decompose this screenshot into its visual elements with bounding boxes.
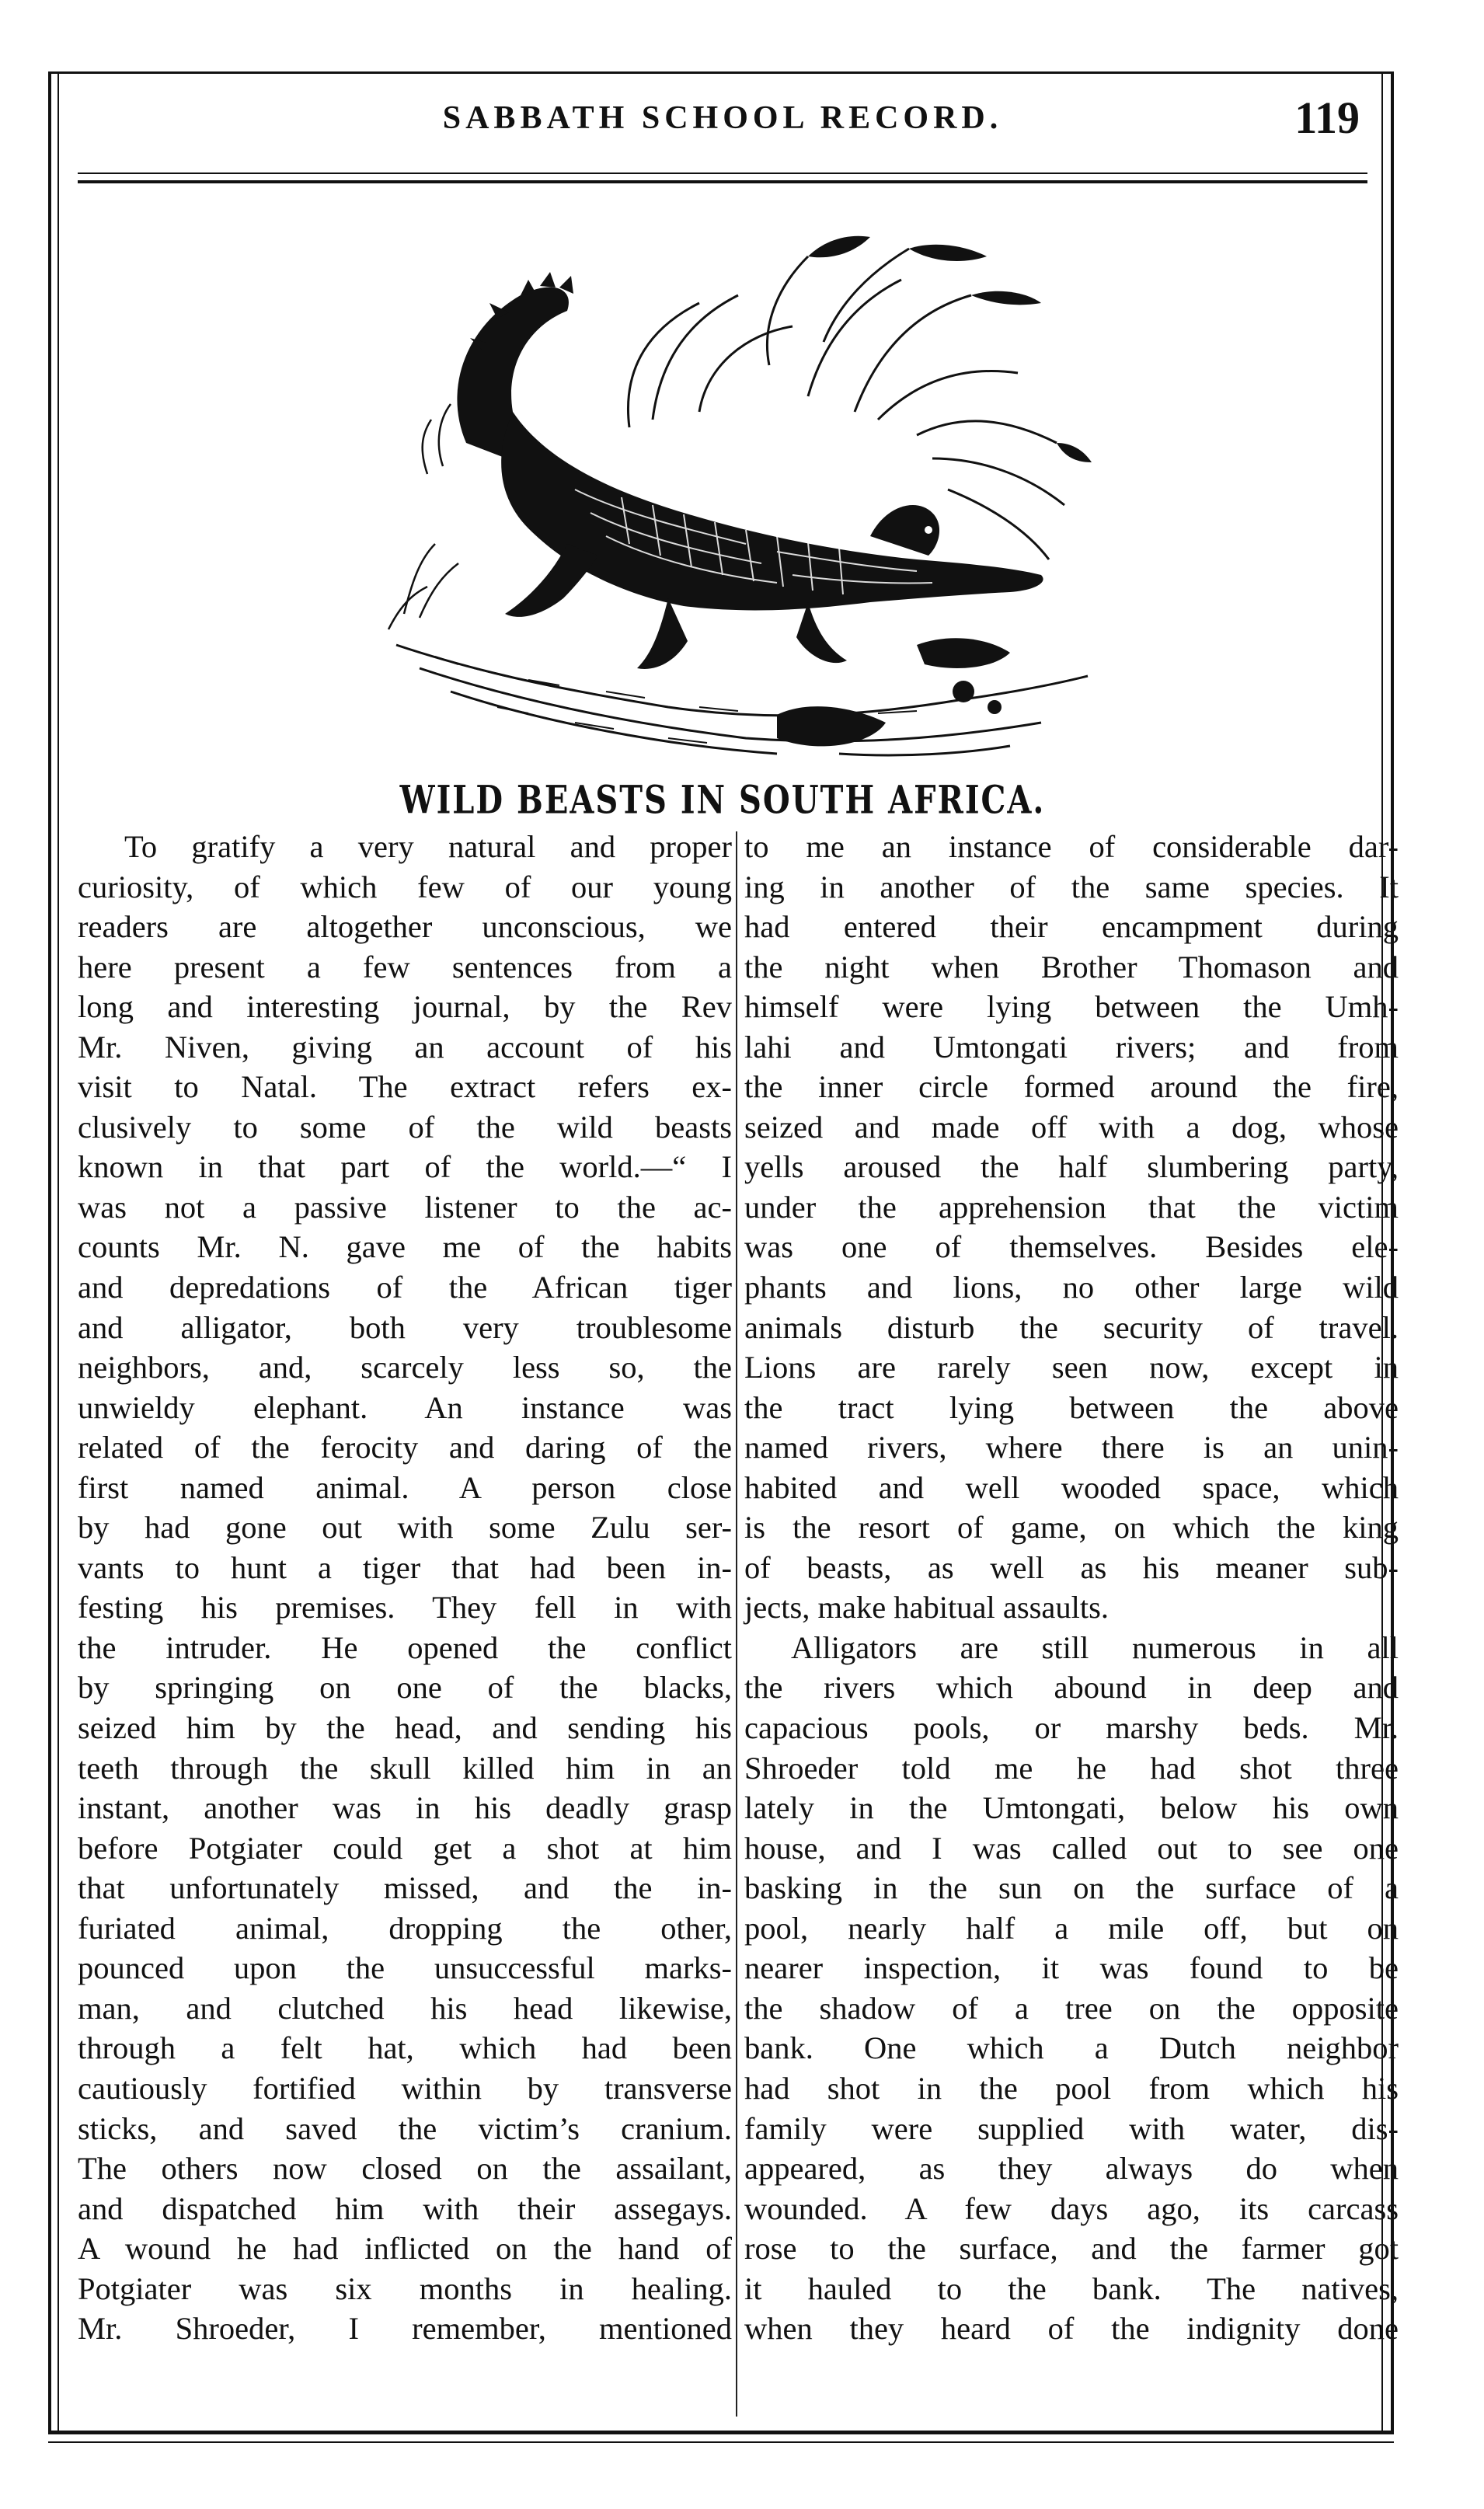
text-line: known in that part of the world.—“ I	[78, 1149, 732, 1185]
text-line: had shot in the pool from which his	[744, 2070, 1399, 2106]
text-line: first named animal. A person close	[78, 1469, 732, 1505]
text-line: before Potgiater could get a shot at him	[78, 1830, 732, 1866]
text-line: ing in another of the same species. It	[744, 869, 1399, 904]
text-line: and dispatched him with their assegays.	[78, 2190, 732, 2226]
text-line: pool, nearly half a mile off, but on	[744, 1910, 1399, 1946]
text-line: the intruder. He opened the conflict	[78, 1629, 732, 1665]
text-line: lahi and Umtongati rivers; and from	[744, 1029, 1399, 1065]
text-line: jects, make habitual assaults.	[744, 1590, 1109, 1626]
text-line: pounced upon the unsuccessful marks-	[78, 1950, 732, 1986]
text-line: curiosity, of which few of our young	[78, 869, 732, 904]
frame-bottom-rule	[48, 2431, 1394, 2434]
text-line: sticks, and saved the victim’s cranium.	[78, 2110, 732, 2146]
text-line: himself were lying between the Umh-	[744, 989, 1399, 1025]
text-line: man, and clutched his head likewise,	[78, 1990, 732, 2026]
text-line: Mr. Niven, giving an account of his	[78, 1029, 732, 1065]
text-line: was one of themselves. Besides ele-	[744, 1229, 1399, 1265]
text-line: it hauled to the bank. The natives,	[744, 2270, 1399, 2306]
text-line: when they heard of the indignity done	[744, 2311, 1399, 2347]
text-line: cautiously fortified within by transverse	[78, 2070, 732, 2106]
right-column	[744, 827, 1399, 2349]
header-rule-thick	[78, 180, 1367, 183]
text-line: The others now closed on the assailant,	[78, 2151, 732, 2187]
text-line: lately in the Umtongati, below his own	[744, 1790, 1399, 1826]
text-line: capacious pools, or marshy beds. Mr.	[744, 1710, 1399, 1746]
text-line: the tract lying between the above	[744, 1389, 1399, 1425]
text-line: to me an instance of considerable dar-	[744, 829, 1399, 864]
text-line: by had gone out with some Zulu ser-	[78, 1510, 732, 1545]
text-line: Lions are rarely seen now, except in	[744, 1350, 1399, 1385]
text-line: of beasts, as well as his meaner sub-	[744, 1549, 1399, 1585]
text-line: and depredations of the African tiger	[78, 1270, 732, 1305]
text-line: through a felt hat, which had been	[78, 2030, 732, 2066]
text-line: neighbors, and, scarcely less so, the	[78, 1350, 732, 1385]
text-line: is the resort of game, on which the king	[744, 1510, 1399, 1545]
text-line: house, and I was called out to see one	[744, 1830, 1399, 1866]
text-line: and alligator, both very troublesome	[78, 1309, 732, 1345]
text-line: nearer inspection, it was found to be	[744, 1950, 1399, 1986]
text-line: seized and made off with a dog, whose	[744, 1109, 1399, 1145]
article-title: WILD BEASTS IN SOUTH AFRICA.	[399, 777, 1046, 823]
text-line: had entered their encampment during	[744, 909, 1399, 945]
text-line: clusively to some of the wild beasts	[78, 1109, 732, 1145]
left-column	[78, 827, 732, 2349]
text-line: named rivers, where there is an unin-	[744, 1430, 1399, 1465]
text-line: Potgiater was six months in healing.	[78, 2270, 732, 2306]
text-line: Mr. Shroeder, I remember, mentioned	[78, 2311, 732, 2347]
text-line: the night when Brother Thomason and	[744, 949, 1399, 984]
text-line: related of the ferocity and daring of the	[78, 1430, 732, 1465]
text-line: habited and well wooded space, which	[744, 1469, 1399, 1505]
text-line: was not a passive listener to the ac-	[78, 1189, 732, 1225]
frame-left-rule	[48, 71, 51, 2434]
text-line: furiated animal, dropping the other,	[78, 1910, 732, 1946]
text-line: appeared, as they always do when	[744, 2151, 1399, 2187]
text-line: vants to hunt a tiger that had been in-	[78, 1549, 732, 1585]
text-line: the inner circle formed around the fire,	[744, 1069, 1399, 1105]
text-line: by springing on one of the blacks,	[78, 1670, 732, 1706]
text-line: bank. One which a Dutch neighbor	[744, 2030, 1399, 2066]
text-line: the shadow of a tree on the opposite	[744, 1990, 1399, 2026]
text-line: visit to Natal. The extract refers ex-	[78, 1069, 732, 1105]
text-line: under the apprehension that the victim	[744, 1189, 1399, 1225]
text-line: long and interesting journal, by the Rev	[78, 989, 732, 1025]
alligator-illustration	[373, 210, 1103, 769]
header-rule-thin	[78, 172, 1367, 174]
text-line: the rivers which abound in deep and	[744, 1670, 1399, 1706]
frame-bottom-thin-rule	[48, 2441, 1394, 2443]
text-line: family were supplied with water, dis-	[744, 2110, 1399, 2146]
text-line: instant, another was in his deadly grasp	[78, 1790, 732, 1826]
text-line: Alligators are still numerous in all	[791, 1629, 1399, 1665]
text-line: unwieldy elephant. An instance was	[78, 1389, 732, 1425]
text-line: basking in the sun on the surface of a	[744, 1870, 1399, 1906]
text-line: wounded. A few days ago, its carcass	[744, 2190, 1399, 2226]
text-line: animals disturb the security of travel.	[744, 1309, 1399, 1345]
frame-top-rule	[48, 71, 1394, 74]
running-title: SABBATH SCHOOL RECORD.	[442, 100, 1003, 136]
text-line: To gratify a very natural and proper	[124, 829, 732, 864]
text-line: readers are altogether unconscious, we	[78, 909, 732, 945]
text-line: yells aroused the half slumbering party,	[744, 1149, 1399, 1185]
column-divider	[736, 831, 737, 2417]
text-line: A wound he had inflicted on the hand of	[78, 2231, 732, 2267]
text-line: phants and lions, no other large wild	[744, 1270, 1399, 1305]
page-header	[78, 92, 1367, 162]
text-line: Shroeder told me he had shot three	[744, 1750, 1399, 1786]
text-line: that unfortunately missed, and the in-	[78, 1870, 732, 1906]
text-line: seized him by the head, and sending his	[78, 1710, 732, 1746]
page-number: 119	[1294, 92, 1360, 143]
text-line: counts Mr. N. gave me of the habits	[78, 1229, 732, 1265]
text-line: festing his premises. They fell in with	[78, 1590, 732, 1626]
text-line: rose to the surface, and the farmer got	[744, 2231, 1399, 2267]
text-line: here present a few sentences from a	[78, 949, 732, 984]
frame-left-inner-rule	[57, 71, 59, 2434]
text-line: teeth through the skull killed him in an	[78, 1750, 732, 1786]
